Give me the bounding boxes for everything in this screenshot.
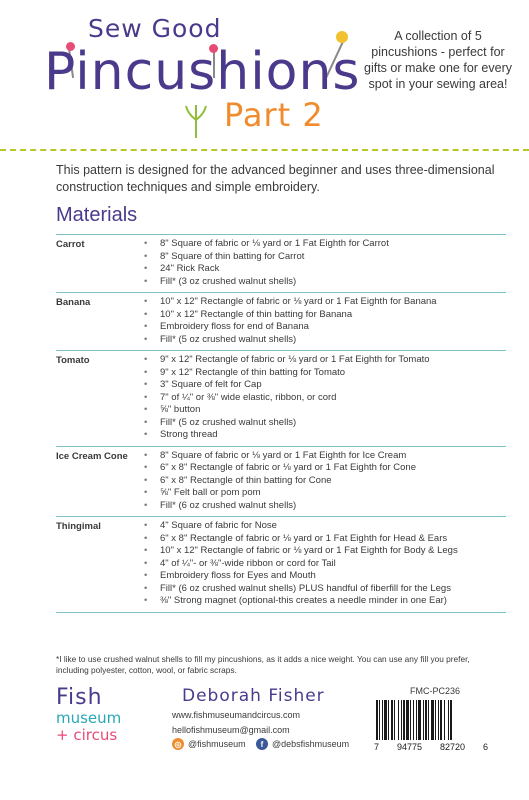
group-name: Thingimal [56, 521, 101, 532]
instagram-icon: ◎ [172, 738, 184, 750]
barcode-digit-group: 6 [482, 742, 488, 752]
list-item: • 10" x 12" Rectangle of fabric or ⅛ yard or 1 Fat Eighth for Banana [144, 296, 506, 309]
instagram-handle[interactable] [172, 738, 246, 750]
list-item: • Fill* (5 oz crushed walnut shells) [144, 334, 506, 347]
list-item: • 4" Square of fabric for Nose [144, 520, 506, 533]
title-sew-good: Sew Good [88, 14, 222, 43]
list-item: • ⅜" Strong magnet (optional-this creates a needle minder in one Ear) [144, 595, 506, 608]
list-item: • 10" x 12" Rectangle of thin batting for Banana [144, 309, 506, 322]
list-item: • 6" x 8" Rectangle of fabric or ⅛ yard or 1 Fat Eighth for Head & Ears [144, 533, 506, 546]
list-item: • Fill* (6 oz crushed walnut shells) PLUS handful of fiberfill for the Legs [144, 583, 506, 596]
item-list [144, 450, 506, 513]
tagline: A collection of 5 pincushions - perfect for gifts or make one for every spot in your sewing area! [364, 29, 512, 91]
barcode-icon [374, 700, 488, 742]
list-item: • Strong thread [144, 429, 506, 442]
facebook-handle[interactable] [256, 738, 349, 750]
item-list [144, 238, 506, 288]
materials-table [56, 234, 506, 613]
product-code: FMC-PC236 [410, 686, 461, 696]
barcode-digit-group: 7 [374, 742, 380, 752]
dashed-divider [0, 149, 529, 151]
list-item: • Fill* (5 oz crushed walnut shells) [144, 417, 506, 430]
list-item: • Embroidery floss for end of Banana [144, 321, 506, 334]
list-item: • 6" x 8" Rectangle of fabric or ⅛ yard or 1 Fat Eighth for Cone [144, 462, 506, 475]
list-item: • Fill* (3 oz crushed walnut shells) [144, 276, 506, 289]
list-item: • 7" of ¼" or ⅜" wide elastic, ribbon, or cord [144, 392, 506, 405]
title-pincushions: Pincushions [44, 42, 361, 102]
footer [0, 678, 529, 800]
item-list [144, 296, 506, 346]
materials-heading: Materials [56, 204, 138, 226]
footnote: *I like to use crushed walnut shells to fill my pincushions, as it adds a nice weight. You can use any fill you prefer, including polyester, cotton, wool, or fabric scraps. [56, 654, 470, 675]
list-item: • 3" Square of felt for Cap [144, 379, 506, 392]
materials-group-carrot [56, 234, 506, 292]
logo-line-circus: + circus [56, 726, 118, 744]
group-name: Tomato [56, 355, 90, 366]
designer-name: Deborah Fisher [182, 686, 325, 706]
list-item: • Embroidery floss for Eyes and Mouth [144, 570, 506, 583]
item-list [144, 520, 506, 608]
list-item: • 9" x 12" Rectangle of thin batting for Tomato [144, 367, 506, 380]
materials-group-banana [56, 292, 506, 350]
email-link[interactable]: hellofishmuseum@gmail.com [172, 725, 290, 735]
list-item: • ⅝" Felt ball or pom pom [144, 487, 506, 500]
list-item: • 4" of ¼"- or ⅜"-wide ribbon or cord for Tail [144, 558, 506, 571]
list-item: • 10" x 12" Rectangle of fabric or ⅛ yard or 1 Fat Eighth for Body & Legs [144, 545, 506, 558]
title-part-2: Part 2 [224, 96, 324, 134]
facebook-icon: f [256, 738, 268, 750]
facebook-text: @debsfishmuseum [272, 739, 350, 749]
group-name: Carrot [56, 239, 85, 250]
barcode-digit-group: 82720 [439, 742, 466, 752]
barcode-digits [374, 742, 488, 752]
sprig-icon [182, 104, 210, 140]
intro-text: This pattern is designed for the advanced beginner and uses three-dimensional construction techniques and simple embroidery. [56, 163, 495, 194]
materials-group-tomato [56, 350, 506, 446]
list-item: • 24" Rick Rack [144, 263, 506, 276]
materials-group-thingimal [56, 516, 506, 613]
barcode-digit-group: 94775 [396, 742, 423, 752]
item-list [144, 354, 506, 442]
list-item: • 8" Square of fabric or ⅛ yard or 1 Fat Eighth for Carrot [144, 238, 506, 251]
logo-line-museum: museum [56, 709, 122, 727]
list-item: • ⅝" button [144, 404, 506, 417]
list-item: • 6" x 8" Rectangle of thin batting for Cone [144, 475, 506, 488]
materials-group-ice-cream-cone [56, 446, 506, 517]
list-item: • 8" Square of thin batting for Carrot [144, 251, 506, 264]
list-item: • 9" x 12" Rectangle of fabric or ⅛ yard or 1 Fat Eighth for Tomato [144, 354, 506, 367]
website-link[interactable]: www.fishmuseumandcircus.com [172, 710, 301, 720]
header [0, 0, 529, 150]
logo-line-fish: Fish [56, 685, 103, 710]
group-name: Banana [56, 297, 91, 308]
list-item: • 8" Square of fabric or ⅛ yard or 1 Fat Eighth for Ice Cream [144, 450, 506, 463]
fish-museum-logo [56, 686, 146, 744]
list-item: • Fill* (6 oz crushed walnut shells) [144, 500, 506, 513]
group-name: Ice Cream Cone [56, 450, 128, 462]
instagram-text: @fishmuseum [188, 739, 246, 749]
